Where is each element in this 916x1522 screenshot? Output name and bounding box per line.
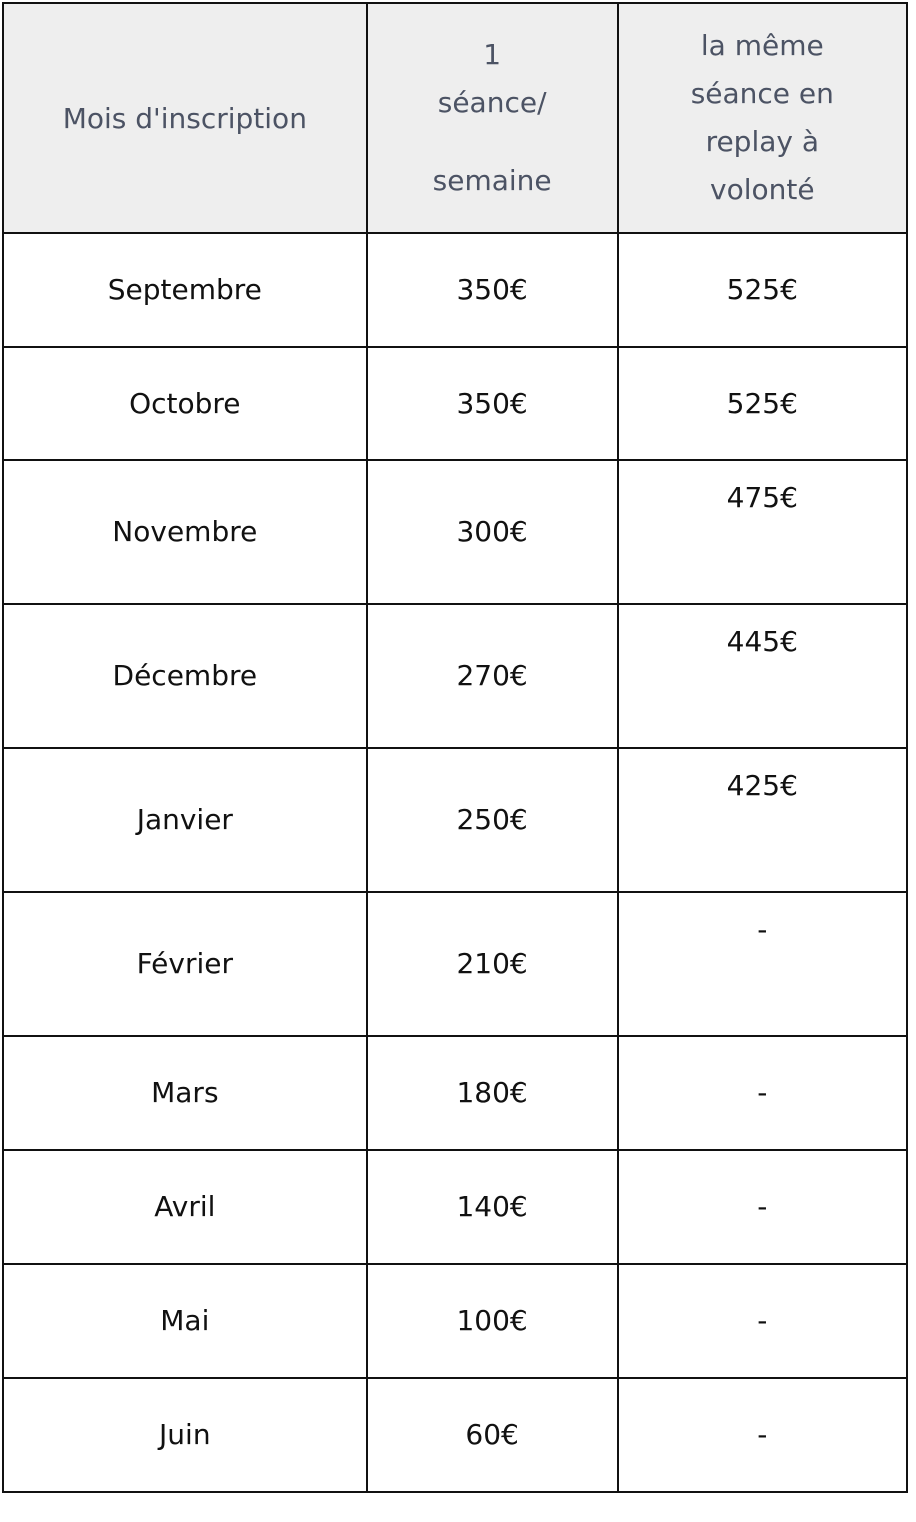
table-row: [3, 604, 907, 748]
cell-replay-price: 445€: [618, 604, 907, 748]
cell-weekly-price: 140€: [367, 1150, 618, 1264]
table-header: [3, 3, 907, 233]
cell-replay-price: 525€: [618, 233, 907, 347]
cell-weekly-price: 180€: [367, 1036, 618, 1150]
cell-weekly-price: 100€: [367, 1264, 618, 1378]
header-row: [3, 3, 907, 233]
cell-weekly-price: 60€: [367, 1378, 618, 1492]
header-weekly-line-1: 1: [483, 38, 502, 71]
header-replay: [618, 3, 907, 233]
table-row: [3, 748, 907, 892]
cell-month: Mars: [3, 1036, 367, 1150]
cell-replay-price: -: [618, 892, 907, 1036]
table-row: [3, 1264, 907, 1378]
header-month: Mois d'inscription: [3, 3, 367, 233]
header-replay-line-1: la même: [700, 29, 824, 62]
header-replay-line-2: séance en: [690, 77, 834, 110]
header-weekly-line-3: semaine: [432, 164, 552, 197]
cell-month: Octobre: [3, 347, 367, 460]
cell-weekly-price: 300€: [367, 460, 618, 604]
cell-month: Mai: [3, 1264, 367, 1378]
header-weekly-gap: [368, 127, 617, 157]
table-body: [3, 233, 907, 1492]
cell-weekly-price: 350€: [367, 347, 618, 460]
table-row: [3, 460, 907, 604]
table-row: [3, 347, 907, 460]
header-replay-line-3: replay à: [705, 125, 820, 158]
cell-replay-price: 475€: [618, 460, 907, 604]
cell-weekly-price: 250€: [367, 748, 618, 892]
table-row: [3, 892, 907, 1036]
table-row: [3, 1150, 907, 1264]
cell-month: Février: [3, 892, 367, 1036]
cell-replay-price: 525€: [618, 347, 907, 460]
cell-month: Novembre: [3, 460, 367, 604]
table-row: [3, 1378, 907, 1492]
cell-replay-price: -: [618, 1150, 907, 1264]
cell-month: Janvier: [3, 748, 367, 892]
header-weekly-session: [367, 3, 618, 233]
cell-replay-price: -: [618, 1378, 907, 1492]
cell-replay-price: -: [618, 1264, 907, 1378]
table-row: [3, 233, 907, 347]
pricing-table: [2, 2, 908, 1493]
header-weekly-line-2: séance/: [437, 86, 547, 119]
cell-month: Décembre: [3, 604, 367, 748]
header-replay-line-4: volonté: [710, 173, 815, 206]
cell-month: Septembre: [3, 233, 367, 347]
table-row: [3, 1036, 907, 1150]
cell-month: Juin: [3, 1378, 367, 1492]
cell-weekly-price: 350€: [367, 233, 618, 347]
cell-replay-price: -: [618, 1036, 907, 1150]
cell-month: Avril: [3, 1150, 367, 1264]
cell-weekly-price: 210€: [367, 892, 618, 1036]
cell-replay-price: 425€: [618, 748, 907, 892]
cell-weekly-price: 270€: [367, 604, 618, 748]
